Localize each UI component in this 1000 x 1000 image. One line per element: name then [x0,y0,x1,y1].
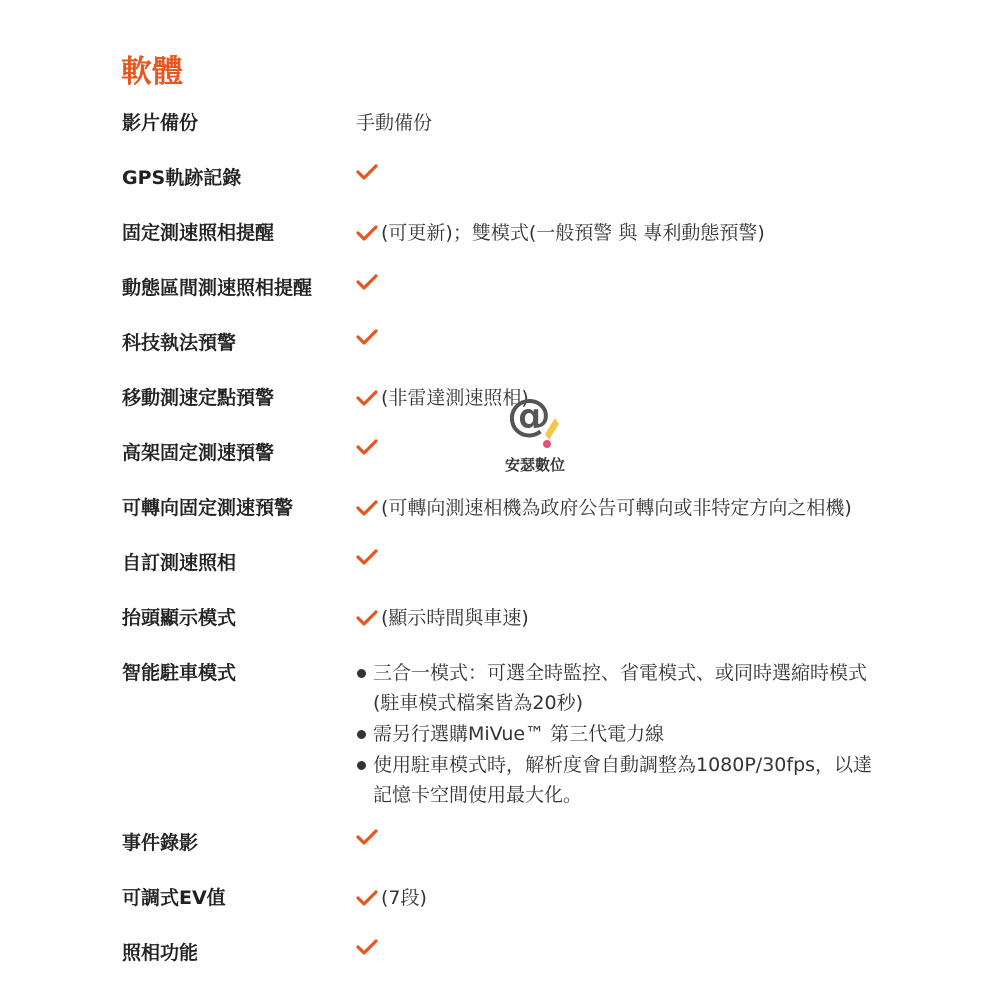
spec-label: 固定測速照相提醒 [122,222,275,244]
checkmark-icon [356,224,378,242]
spec-value [356,328,381,346]
spec-label: 可調式EV值 [122,887,226,909]
spec-value [356,548,381,566]
spec-value [356,828,381,846]
spec-value [356,273,381,291]
watermark-symbol: @ [507,390,551,441]
spec-label: 自訂測速照相 [122,552,237,574]
checkmark-icon [356,938,378,956]
checkmark-icon [356,889,378,907]
spec-label: 智能駐車模式 [122,662,237,684]
bullet-line: 使用駐車模式時，解析度會自動調整為1080P/30fps，以達 [373,754,873,776]
spec-value [356,163,381,181]
bullet-line: 需另行選購MiVue™ 第三代電力線 [373,723,665,745]
spec-note: (可更新)；雙模式(一般預警 與 專利動態預警) [381,222,765,244]
spec-note: (7段) [381,887,427,909]
at-sign-icon [497,390,573,454]
bullet-line: 記憶卡空間使用最大化。 [373,784,583,806]
watermark-logo [497,390,573,476]
bullet-dot-icon [357,730,366,739]
checkmark-icon [356,548,378,566]
parking-bullet-list [356,658,916,811]
bullet-dot-icon [357,761,366,770]
bullet-dot-icon [357,669,366,678]
spec-label: 科技執法預警 [122,332,237,354]
spec-note: (顯示時間與車速) [381,607,529,629]
list-item [356,750,916,810]
spec-note: (可轉向測速相機為政府公告可轉向或非特定方向之相機) [381,497,852,519]
spec-label: GPS軌跡記錄 [122,167,242,189]
spec-value [356,108,432,138]
bullet-line: 三合一模式：可選全時監控、省電模式、或同時選縮時模式 [373,662,868,684]
bullet-line: (駐車模式檔案皆為20秒) [373,692,584,714]
spec-note: 手動備份 [356,112,433,134]
spec-value [356,938,381,956]
checkmark-icon [356,499,378,517]
checkmark-icon [356,438,378,456]
spec-label: 照相功能 [122,942,199,964]
list-item [356,719,916,749]
spec-value [356,438,381,456]
spec-value [356,218,765,248]
checkmark-icon [356,609,378,627]
checkmark-icon [356,163,378,181]
spec-value [356,493,852,523]
checkmark-icon [356,389,378,407]
spec-label: 影片備份 [122,112,199,134]
checkmark-icon [356,328,378,346]
checkmark-icon [356,828,378,846]
spec-label: 可轉向固定測速預警 [122,497,294,519]
spec-label: 高架固定測速預警 [122,442,275,464]
spec-label: 事件錄影 [122,832,199,854]
watermark-text: 安瑟數位 [504,456,565,474]
spec-label: 抬頭顯示模式 [122,607,237,629]
checkmark-icon [356,273,378,291]
spec-value [356,603,529,633]
list-item [356,658,916,718]
spec-note: (非雷達測速照相) [381,387,529,409]
spec-label: 動態區間測速照相提醒 [122,277,313,299]
spec-value [356,883,427,913]
spec-label: 移動測速定點預警 [122,387,275,409]
section-title: 軟體 [121,54,183,90]
